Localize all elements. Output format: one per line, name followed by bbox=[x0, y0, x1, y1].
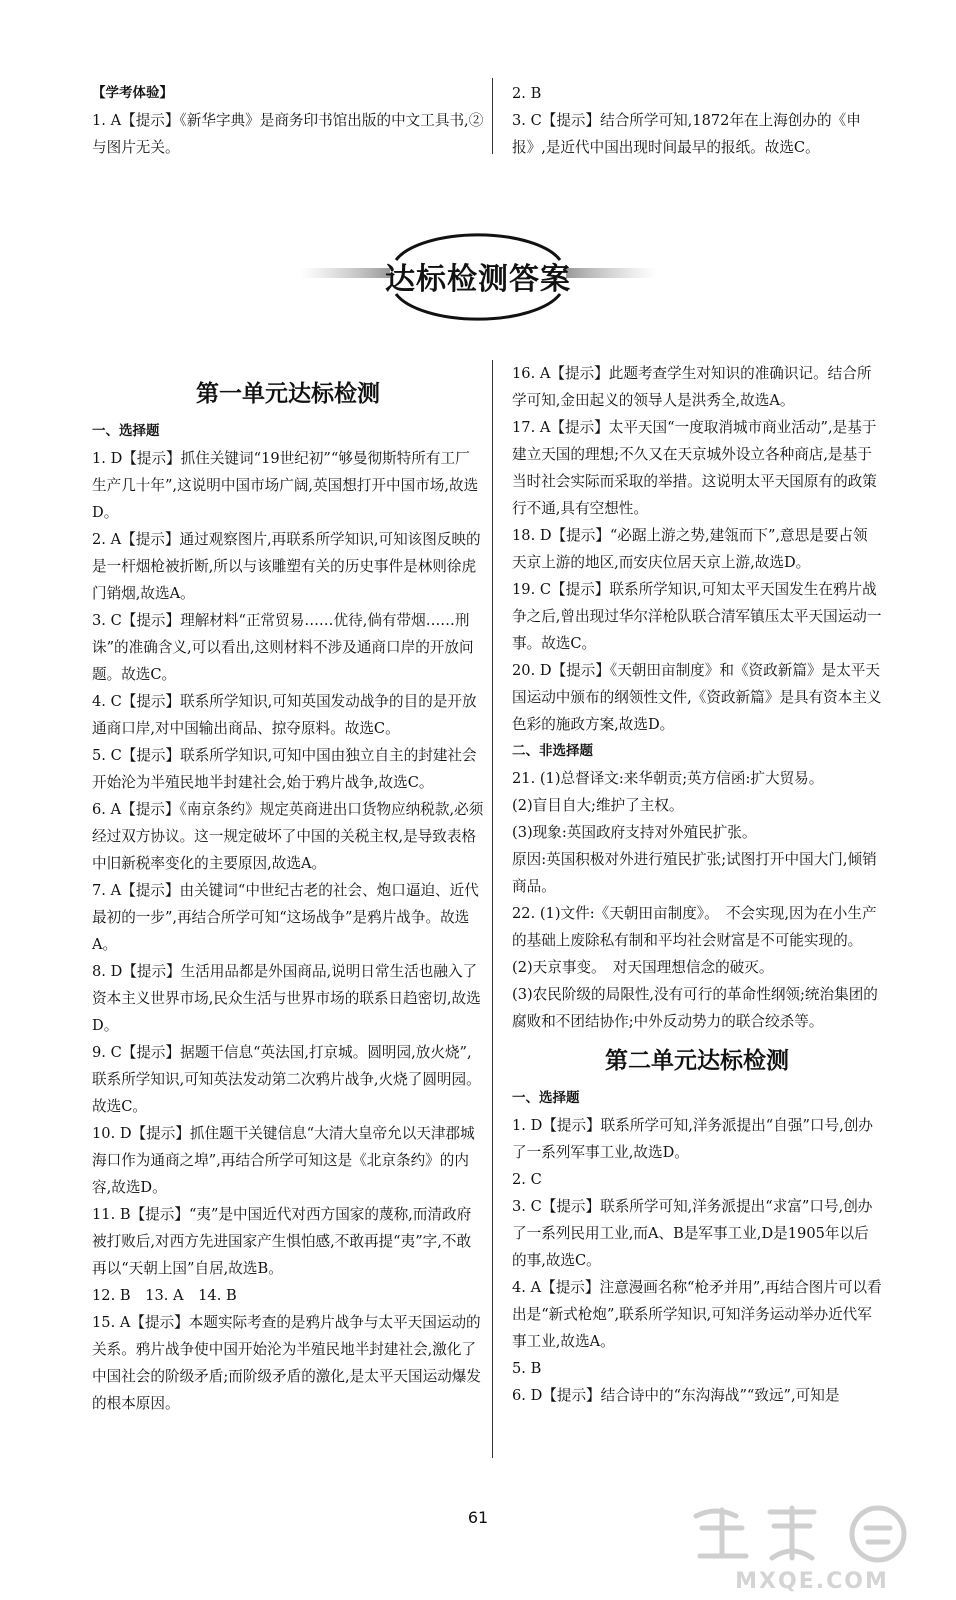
answer-item: 3. C【提示】理解材料“正常贸易……优待,倘有带烟……刑诛”的准确含义,可以看出,这则材料不涉及通商口岸的开放问题。故选C。 bbox=[92, 612, 474, 683]
answer-item: 12. B 13. A 14. B bbox=[92, 1287, 237, 1304]
watermark-logo bbox=[682, 1498, 942, 1594]
left-column bbox=[92, 368, 484, 1417]
answer-item: 6. D【提示】结合诗中的“东沟海战”“致远”,可知是 bbox=[512, 1387, 840, 1404]
banner-title: 达标检测答案 bbox=[385, 262, 571, 297]
answer-item: 4. A【提示】注意漫画名称“枪矛并用”,再结合图片可以看出是“新式枪炮”,联系所学知识,可知洋务运动举办近代军事工业,故选A。 bbox=[512, 1279, 882, 1350]
section-heading-choice: 一、选择题 bbox=[92, 423, 160, 439]
section-heading-nonchoice: 二、非选择题 bbox=[512, 743, 593, 759]
answer-item: 1. D【提示】抓住关键词“19世纪初”“够曼彻斯特所有工厂生产几十年”,这说明中国市场广阔,英国想打开中国市场,故选D。 bbox=[92, 450, 479, 521]
answer-item: 10. D【提示】抓住题干关键信息“大清大皇帝允以天津郡城海口作为通商之埠”,再结合所学可知这是《北京条约》的内容,故选D。 bbox=[92, 1125, 475, 1196]
answer-item: 20. D【提示】《天朝田亩制度》和《资政新篇》是太平天国运动中颁布的纲领性文件,《资政新篇》是具有资本主义色彩的施政方案,故选D。 bbox=[512, 662, 882, 733]
answer-item: 4. C【提示】联系所学知识,可知英国发动战争的目的是开放通商口岸,对中国输出商品、掠夺原料。故选C。 bbox=[92, 693, 477, 737]
section-heading-choice: 一、选择题 bbox=[512, 1090, 580, 1106]
section-banner bbox=[300, 220, 656, 332]
answer-item: 16. A【提示】此题考查学生对知识的准确识记。结合所学可知,金田起义的领导人是洪秀全,故选A。 bbox=[512, 365, 872, 409]
answer-item: (2)天京事变。 对天国理想信念的破灭。 bbox=[512, 959, 774, 976]
answer-item: 1. A【提示】《新华字典》是商务印书馆出版的中文工具书,②与图片无关。 bbox=[92, 112, 484, 156]
answer-item: 2. A【提示】通过观察图片,再联系所学知识,可知该图反映的是一杆烟枪被折断,所以与该雕塑有关的历史事件是林则徐虎门销烟,故选A。 bbox=[92, 531, 481, 602]
answer-item: 原因:英国积极对外进行殖民扩张;试图打开中国大门,倾销商品。 bbox=[512, 851, 877, 895]
column-divider-top bbox=[492, 78, 493, 154]
answer-item: 6. A【提示】《南京条约》规定英商进出口货物应纳税款,必须经过双方协议。这一规定破坏了中国的关税主权,是导致表格中旧新税率变化的主要原因,故选A。 bbox=[92, 801, 484, 872]
top-left-block bbox=[92, 80, 484, 161]
answer-item: 3. C【提示】联系所学可知,洋务派提出“求富”口号,创办了一系列民用工业,而A、B是军事工业,D是1905年以后的事,故选C。 bbox=[512, 1198, 873, 1269]
answer-item: 7. A【提示】由关键词“中世纪古老的社会、炮口逼迫、近代最初的一步”,再结合所学可知“这场战争”是鸦片战争。故选A。 bbox=[92, 882, 479, 953]
answer-item: 1. D【提示】联系所学可知,洋务派提出“自强”口号,创办了一系列军事工业,故选D。 bbox=[512, 1117, 873, 1161]
answer-item: 11. B【提示】“夷”是中国近代对西方国家的蔑称,而清政府被打败后,对西方先进国家产生惧怕感,不敢再提“夷”字,不敢再以“天朝上国”自居,故选B。 bbox=[92, 1206, 472, 1277]
answer-item: 22. (1)文件:《天朝田亩制度》。 不会实现,因为在小生产的基础上废除私有制和平均社会财富是不可能实现的。 bbox=[512, 905, 877, 949]
answer-item: 2. C bbox=[512, 1171, 542, 1188]
svg-text:MXQE.COM: MXQE.COM bbox=[735, 1569, 889, 1594]
right-column bbox=[512, 360, 882, 1409]
answer-item: 3. C【提示】结合所学可知,1872年在上海创办的《申报》,是近代中国出现时间最早的报纸。故选C。 bbox=[512, 112, 861, 156]
answer-item: 18. D【提示】“必踞上游之势,建瓴而下”,意思是要占领天京上游的地区,而安庆位居天京上游,故选D。 bbox=[512, 527, 868, 571]
answer-item: (3)现象:英国政府支持对外殖民扩张。 bbox=[512, 824, 757, 841]
answer-item: 8. D【提示】生活用品都是外国商品,说明日常生活也融入了资本主义世界市场,民众生活与世界市场的联系日趋密切,故选D。 bbox=[92, 963, 481, 1034]
answer-item: 17. A【提示】太平天国“一度取消城市商业活动”,是基于建立天国的理想;不久又在天京城外设立各种商店,是基于当时社会实际而采取的举措。这说明太平天国原有的政策行不通,具有空想性。 bbox=[512, 419, 877, 517]
answer-item: 15. A【提示】本题实际考查的是鸦片战争与太平天国运动的关系。鸦片战争使中国开始沦为半殖民地半封建社会,激化了中国社会的阶级矛盾;而阶级矛盾的激化,是太平天国运动爆发的根本原因。 bbox=[92, 1314, 481, 1412]
watermark-logo-graphic bbox=[682, 1498, 942, 1594]
answer-item: 21. (1)总督译文:来华朝贡;英方信函:扩大贸易。 bbox=[512, 770, 824, 787]
answer-item: (3)农民阶级的局限性,没有可行的革命性纲领;统治集团的腐败和不团结协作;中外反动势力的联合绞杀等。 bbox=[512, 986, 878, 1030]
column-divider-main bbox=[492, 360, 493, 1458]
unit1-title: 第一单元达标检测 bbox=[196, 381, 380, 407]
top-right-block bbox=[512, 80, 882, 161]
page-number: 61 bbox=[467, 1508, 489, 1527]
answer-item: (2)盲目自大;维护了主权。 bbox=[512, 797, 684, 814]
answer-item: 9. C【提示】据题干信息“英法国,打京城。圆明园,放火烧”,联系所学知识,可知英法发动第二次鸦片战争,火烧了圆明园。故选C。 bbox=[92, 1044, 481, 1115]
section-heading-xuekao: 【学考体验】 bbox=[92, 85, 173, 101]
unit2-title: 第二单元达标检测 bbox=[605, 1048, 789, 1074]
answer-item: 5. C【提示】联系所学知识,可知中国由独立自主的封建社会开始沦为半殖民地半封建社会,始于鸦片战争,故选C。 bbox=[92, 747, 477, 791]
answer-item: 2. B bbox=[512, 85, 542, 102]
answer-item: 19. C【提示】联系所学知识,可知太平天国发生在鸦片战争之后,曾出现过华尔洋枪队联合清军镇压太平天国运动一事。故选C。 bbox=[512, 581, 882, 652]
answer-item: 5. B bbox=[512, 1360, 542, 1377]
